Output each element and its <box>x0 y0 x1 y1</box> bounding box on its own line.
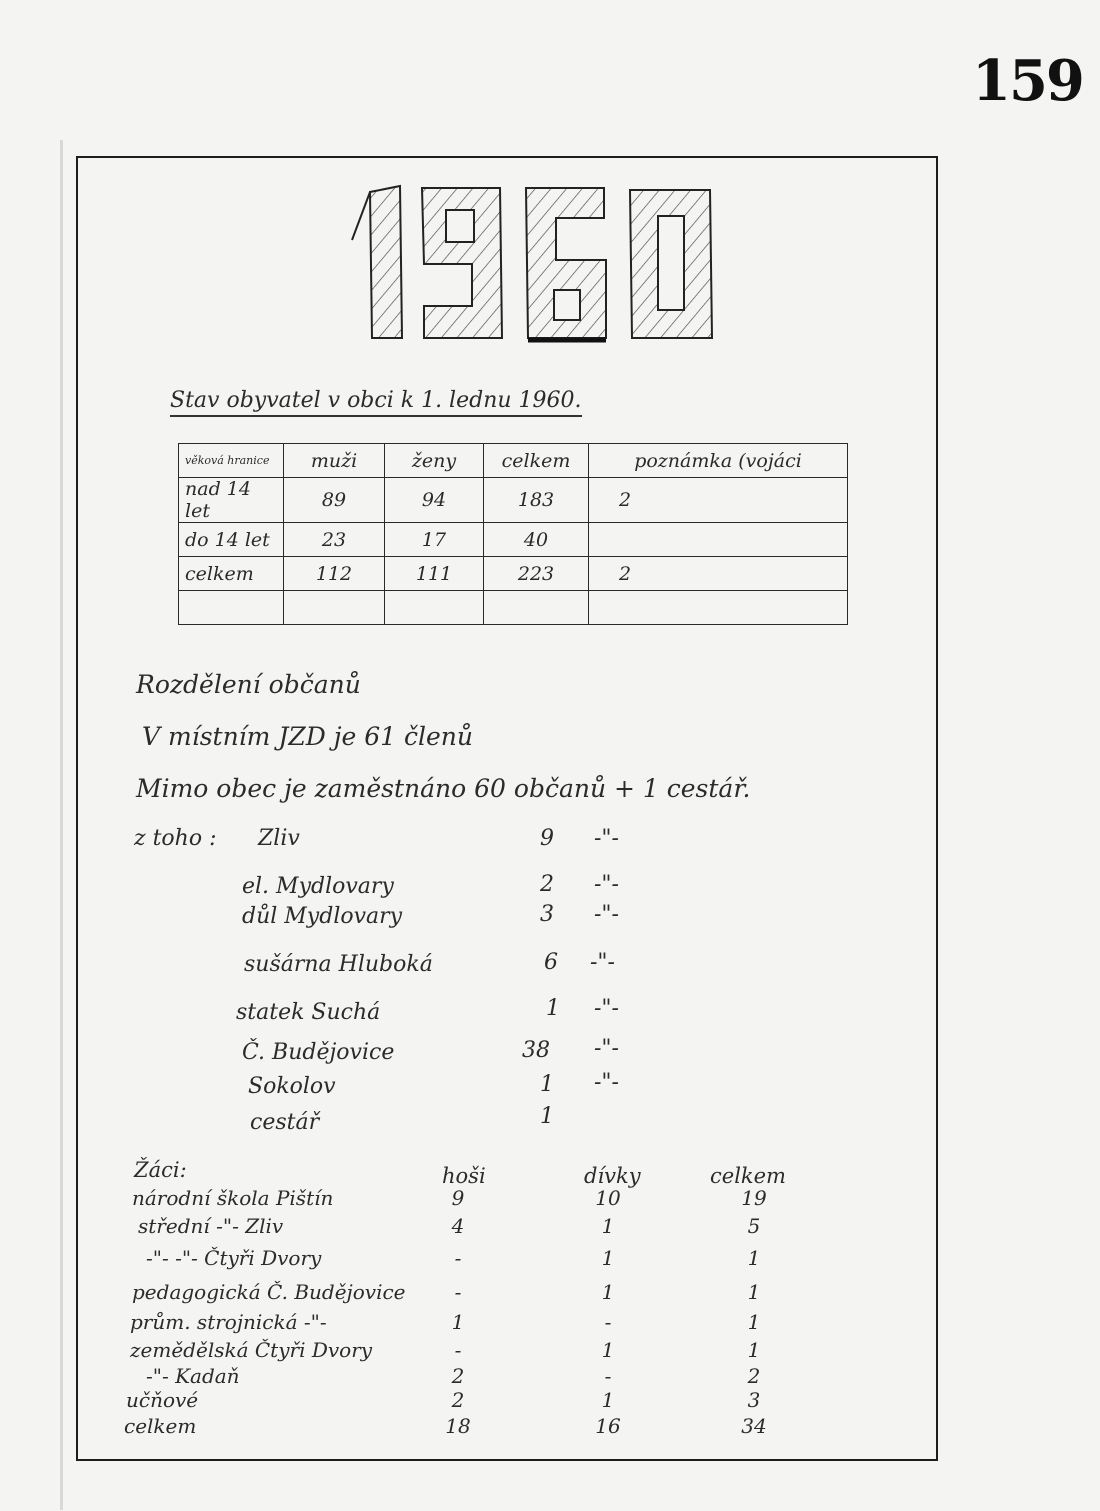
employed-outside: Mimo obec je zaměstnáno 60 občanů + 1 cestář. <box>136 774 751 803</box>
boys-count: 2 <box>451 1388 465 1412</box>
boys-count: 18 <box>445 1414 471 1438</box>
total-count: 1 <box>747 1338 761 1362</box>
col-boys-label: hoši <box>442 1164 486 1188</box>
boys-count: - <box>454 1246 462 1270</box>
ditto-mark: -"- <box>594 826 619 851</box>
boys-count: - <box>454 1280 462 1304</box>
digit-0-shape <box>630 190 712 338</box>
employer-name: cestář <box>250 1110 320 1135</box>
digit-6-shape <box>526 188 606 338</box>
employer-count: 1 <box>546 996 560 1021</box>
boys-count: 4 <box>451 1214 465 1238</box>
girls-count: 1 <box>601 1388 615 1412</box>
employer-count: 1 <box>540 1104 554 1129</box>
row-label: do 14 let <box>179 523 284 557</box>
ditto-mark: -"- <box>594 996 619 1021</box>
col-women: ženy <box>385 444 484 478</box>
ditto-mark: -"- <box>594 872 619 897</box>
cell-men: 23 <box>284 523 385 557</box>
col-total: celkem <box>484 444 589 478</box>
digit-9-shape <box>422 188 502 338</box>
population-table <box>178 443 848 625</box>
cell-total: 183 <box>484 478 589 523</box>
students-heading: Žáci: <box>134 1158 187 1182</box>
row-label: celkem <box>179 557 284 591</box>
school-name: -"- Kadaň <box>146 1364 240 1388</box>
employer-count: 6 <box>544 950 558 975</box>
employer-name: Č. Budějovice <box>242 1040 395 1065</box>
ditto-mark: -"- <box>594 1036 619 1061</box>
boys-count: 1 <box>451 1310 465 1334</box>
boys-count: 9 <box>451 1186 465 1210</box>
total-count: 5 <box>747 1214 761 1238</box>
employer-name: důl Mydlovary <box>242 904 403 929</box>
table-header-row <box>179 444 848 478</box>
school-name: národní škola Pištín <box>132 1186 334 1210</box>
cell-note <box>589 523 848 557</box>
col-age-limit: věková hranice <box>179 444 284 478</box>
boys-count: 2 <box>451 1364 465 1388</box>
girls-count: 16 <box>595 1414 621 1438</box>
girls-count: 1 <box>601 1338 615 1362</box>
digit-1-shape <box>370 186 402 338</box>
school-name: učňové <box>126 1388 199 1412</box>
employer-name: el. Mydlovary <box>242 874 394 899</box>
cell-women: 111 <box>385 557 484 591</box>
girls-count: - <box>604 1310 612 1334</box>
cell-note: 2 <box>589 478 848 523</box>
cell-men: 89 <box>284 478 385 523</box>
cell-men: 112 <box>284 557 385 591</box>
population-title: Stav obyvatel v obci k 1. lednu 1960. <box>170 388 582 417</box>
table-row <box>179 478 848 523</box>
employer-count: 1 <box>540 1072 554 1097</box>
school-name: celkem <box>124 1414 197 1438</box>
table-row <box>179 591 848 625</box>
cell-women: 17 <box>385 523 484 557</box>
total-count: 3 <box>747 1388 761 1412</box>
cell-note: 2 <box>589 557 848 591</box>
year-hatched-digits <box>340 178 720 350</box>
scan-edge-shadow <box>60 140 63 1510</box>
employer-name: sušárna Hluboká <box>244 952 433 977</box>
year-label: 1960 <box>530 178 533 179</box>
girls-count: 1 <box>601 1246 615 1270</box>
total-count: 1 <box>747 1246 761 1270</box>
girls-count: 1 <box>601 1214 615 1238</box>
cell-women: 94 <box>385 478 484 523</box>
school-name: střední -"- Zliv <box>138 1214 284 1238</box>
employer-count: 9 <box>540 826 554 851</box>
col-girls-label: dívky <box>584 1164 641 1188</box>
cell-note <box>589 591 848 625</box>
cell-women <box>385 591 484 625</box>
cell-total: 223 <box>484 557 589 591</box>
row-label: nad 14 let <box>179 478 284 523</box>
total-count: 1 <box>747 1310 761 1334</box>
total-count: 34 <box>741 1414 767 1438</box>
girls-count: 1 <box>601 1280 615 1304</box>
employer-count: 3 <box>540 902 554 927</box>
employer-count: 38 <box>522 1038 550 1063</box>
girls-count: 10 <box>595 1186 621 1210</box>
school-name: zemědělská Čtyři Dvory <box>130 1338 373 1362</box>
ditto-mark: -"- <box>590 950 615 975</box>
girls-count: - <box>604 1364 612 1388</box>
total-count: 1 <box>747 1280 761 1304</box>
cell-total <box>484 591 589 625</box>
total-count: 19 <box>741 1186 767 1210</box>
page-number: 159 <box>972 48 1083 114</box>
employer-name: Zliv <box>258 826 300 851</box>
cell-total: 40 <box>484 523 589 557</box>
col-men: muži <box>284 444 385 478</box>
employer-name: Sokolov <box>248 1074 336 1099</box>
distribution-heading: Rozdělení občanů <box>136 670 361 699</box>
total-count: 2 <box>747 1364 761 1388</box>
school-name: prům. strojnická -"- <box>130 1310 327 1334</box>
jzd-members: V místním JZD je 61 členů <box>142 722 473 751</box>
table-row <box>179 557 848 591</box>
cell-men <box>284 591 385 625</box>
ditto-mark: -"- <box>594 1070 619 1095</box>
col-total-label: celkem <box>710 1164 786 1188</box>
school-name: pedagogická Č. Budějovice <box>132 1280 406 1304</box>
school-name: -"- -"- Čtyři Dvory <box>146 1246 322 1270</box>
of-which-label: z toho : <box>134 826 217 851</box>
ditto-mark: -"- <box>594 902 619 927</box>
col-note: poznámka (vojáci <box>589 444 848 478</box>
table-row <box>179 523 848 557</box>
employer-count: 2 <box>540 872 554 897</box>
employer-name: statek Suchá <box>236 1000 381 1025</box>
row-label <box>179 591 284 625</box>
boys-count: - <box>454 1338 462 1362</box>
